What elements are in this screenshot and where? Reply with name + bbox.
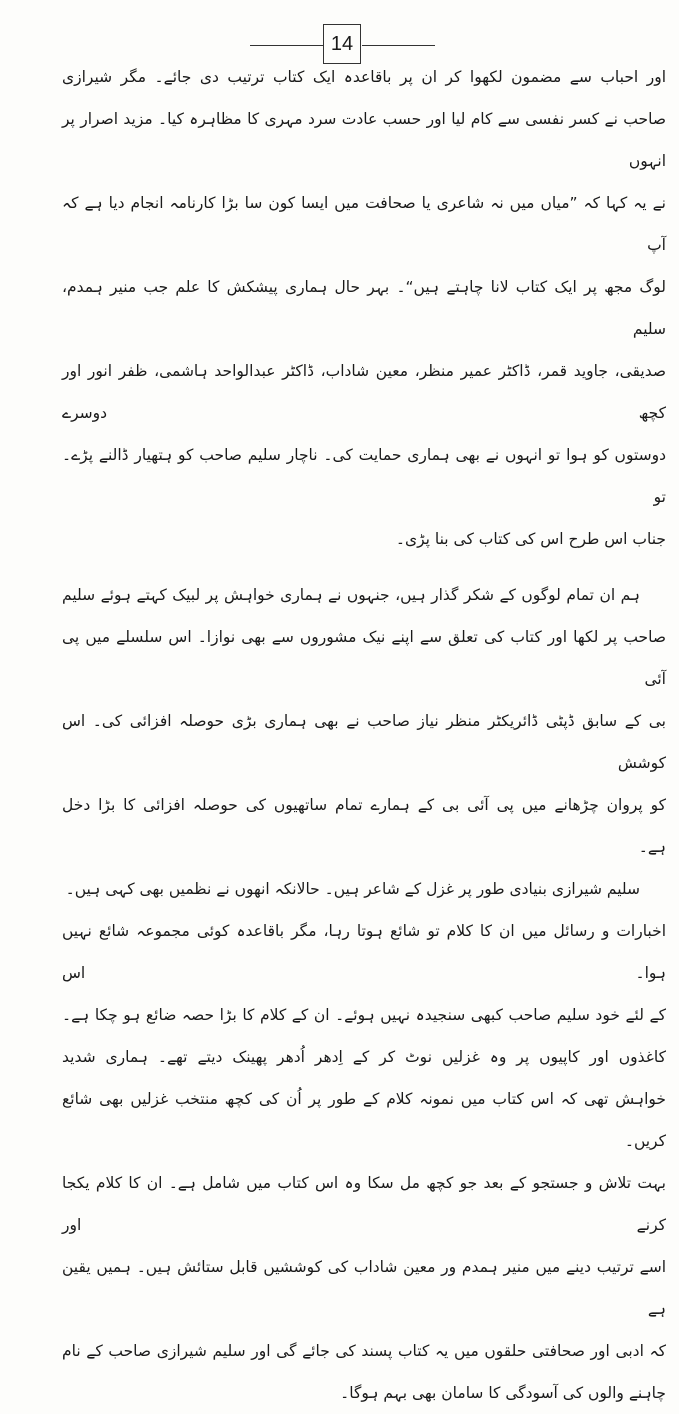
page-number: 14 [323, 24, 361, 64]
text-line: کو پروان چڑھانے میں پی آئی بی کے ہمارے تمام ساتھیوں کی حوصلہ افزائی کا بڑا دخل [62, 796, 666, 814]
text-line: کاغذوں اور کاپیوں پر وہ غزلیں نوٹ کر کے اِدھر اُدھر پھینک دیتے تھے۔ ہماری شدید [62, 1048, 666, 1066]
text-line: کہ ادبی اور صحافتی حلقوں میں یہ کتاب پسند کی جائے گی اور سلیم شیرازی صاحب کے نام [62, 1342, 666, 1360]
text-line: بہت تلاش و جستجو کے بعد جو کچھ مل سکا وہ اس کتاب میں شامل ہے۔ ان کا کلام یکجا کرنے اور [62, 1174, 666, 1234]
text-line: جناب اس طرح اس کی کتاب کی بنا پڑی۔ [395, 530, 666, 548]
text-line: اخبارات و رسائل میں ان کا کلام تو شائع ہوتا رہا، مگر باقاعدہ کوئی مجموعہ شائع نہیں ہوا۔ اس [62, 922, 666, 982]
header-rule-left [250, 45, 323, 46]
text-line: ہے۔ [638, 838, 666, 856]
text-line: کے لئے خود سلیم صاحب کبھی سنجیدہ نہیں ہوئے۔ ان کے کلام کا بڑا حصہ ضائع ہو چکا ہے۔ [62, 1006, 666, 1024]
text-line: بی کے سابق ڈپٹی ڈائریکٹر منظر نیاز صاحب نے بھی ہماری بڑی حوصلہ افزائی کی۔ اس کوشش [62, 712, 666, 772]
header-rule-right [362, 45, 435, 46]
text-line: صاحب پر لکھا اور کتاب کی تعلق سے اپنے نیک مشوروں سے بھی نوازا۔ اس سلسلے میں پی آئی [62, 628, 666, 688]
text-line: ہم ان تمام لوگوں کے شکر گذار ہیں، جنہوں نے ہماری خواہش پر لبیک کہتے ہوئے سلیم [62, 586, 640, 604]
text-line: نے یہ کہا کہ ”میاں میں نہ شاعری یا صحافت میں ایسا کون سا بڑا کارنامہ انجام دیا ہے کہ آپ [62, 194, 666, 254]
text-line: صاحب نے کسر نفسی سے کام لیا اور حسب عادت سرد مہری کا مظاہرہ کیا۔ مزید اصرار پر انہوں [62, 110, 666, 170]
text-line: اسے ترتیب دینے میں منیر ہمدم ور معین شاداب کی کوششیں قابل ستائش ہیں۔ ہمیں یقین ہے [62, 1258, 666, 1318]
text-line: چاہنے والوں کی آسودگی کا سامان بھی بہم ہوگا۔ [340, 1384, 666, 1402]
text-line: اور احباب سے مضمون لکھوا کر ان پر باقاعدہ ایک کتاب ترتیب دی جائے۔ مگر شیرازی [62, 68, 666, 86]
text-line: سلیم شیرازی بنیادی طور پر غزل کے شاعر ہیں۔ حالانکہ انھوں نے نظمیں بھی کہی ہیں۔ [65, 880, 640, 898]
body-text [62, 56, 666, 1414]
text-line: صدیقی، جاوید قمر، ڈاکٹر عمیر منظر، معین شاداب، ڈاکٹر عبدالواحد ہاشمی، ظفر انور اور کچھ دوسرے [62, 362, 666, 422]
text-line: خواہش تھی کہ اس کتاب میں نمونہ کلام کے طور پر اُن کی کچھ منتخب غزلیں بھی شائع کریں۔ [62, 1090, 666, 1150]
paragraph-gap [62, 560, 666, 574]
text-line: لوگ مجھ پر ایک کتاب لانا چاہتے ہیں“۔ بہر حال ہماری پیشکش کا علم جب منیر ہمدم، سلیم [62, 278, 666, 338]
text-line: دوستوں کو ہوا تو انہوں نے بھی ہماری حمایت کی۔ ناچار سلیم صاحب کو ہتھیار ڈالنے پڑے۔ تو [62, 446, 666, 506]
